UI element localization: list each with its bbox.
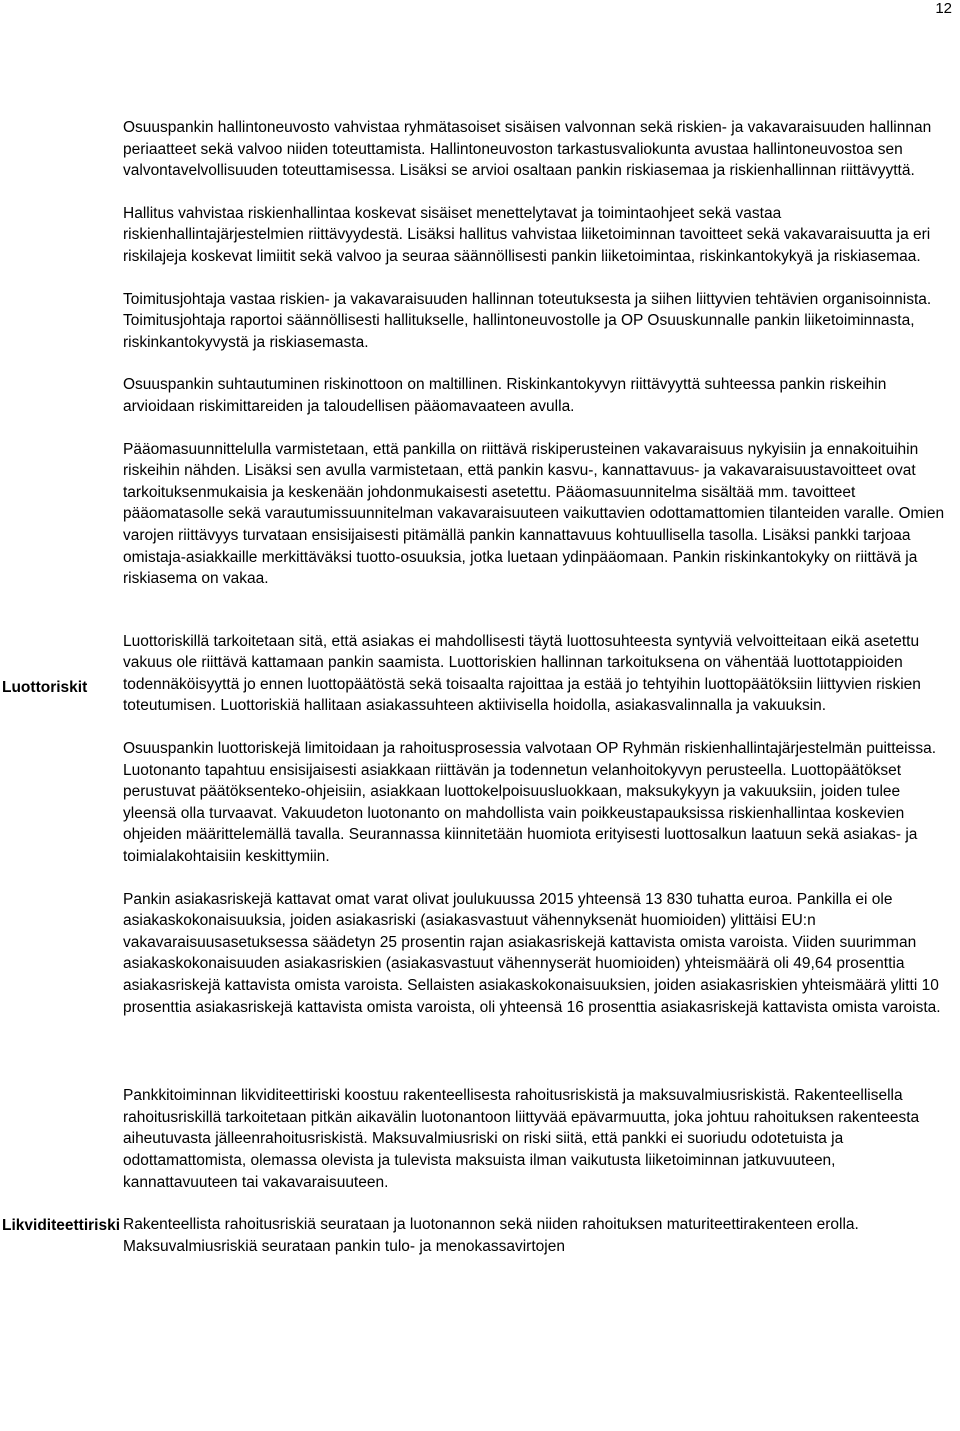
paragraph-funding-risk: Rakenteellista rahoitusriskiä seurataan ja luotonannon sekä niiden rahoituksen maturiteettirakenteen erolla. Maksuvalmiusriskiä seurataan pankin tulo- ja menokassavirtojen bbox=[123, 1216, 859, 1255]
paragraph-supervisory-board: Osuuspankin hallintoneuvosto vahvistaa ryhmätasoiset sisäisen valvonnan sekä riskien- ja vakavaraisuuden hallinnan periaatteet sekä valvoo niiden toteuttamista. Hallintoneuvoston tarkastusvaliokunta avustaa hallintoneuvostoa sen valvontavelvollisuuden toteuttamisessa. Lisäksi se arvioi osaltaan pankin riskiasemaa ja riskienhallinnan riittävyyttä. bbox=[123, 119, 932, 180]
paragraph-ceo: Toimitusjohtaja vastaa riskien- ja vakavaraisuuden hallinnan toteutuksesta ja siihen liittyvien tehtävien organisoinnista. Toimitusjohtaja raportoi säännöllisesti hallitukselle, hallintoneuvostolle ja OP Osuuskunnalle pankin liiketoiminnasta, riskinkantokyvystä ja riskiasemasta. bbox=[123, 290, 932, 351]
paragraph-risk-appetite: Osuuspankin suhtautuminen riskinottoon on maltillinen. Riskinkantokyvyn riittävyyttä suhteessa pankin riskeihin arvioidaan riskimittareiden ja taloudellisen pääomavaateen avulla. bbox=[123, 376, 887, 415]
paragraph-credit-risk-definition: Luottoriskillä tarkoitetaan sitä, että asiakas ei mahdollisesti täytä luottosuhteesta syntyviä velvoitteitaan eikä asetettu vakuus ole riittävä kattamaan pankin saamista. Luottoriskien hallinnan tarkoituksena on vähentää luottotappioiden todennäköisyyttä jo ennen luottopäätöstä sekä toisaalta rajoittaa ja estää jo tehtyihin luottopäätöksiin liittyvien riskien toteutumisen. Luottoriskiä hallitaan asiakassuhteen aktiivisella hoidolla, asiakasvalinnalla ja vakuuksin. bbox=[123, 632, 921, 715]
heading-liquidity-risk: Likviditeettiriski bbox=[2, 1217, 121, 1234]
paragraph-credit-risk-limits: Osuuspankin luottoriskejä limitoidaan ja rahoitusprosessia valvotaan OP Ryhmän riskienhallintajärjestelmän puitteissa. Luotonanto tapahtuu ensisijaisesti asiakkaan riittävän ja todennetun velanhoitokyvyn perusteella. Luottopäätökset perustuvat päätöksenteko-ohjeisiin, asiakkaan luottokelpoisuusluokkaan, maksukykyyn ja vakuuksiin, joiden tulee yleensä olla turvaavat. Vakuudeton luotonanto on mahdollista vain poikkeustapauksissa riskienhallintaa koskevien ohjeiden määrittelemällä tavalla. Seurannassa kiinnitetään huomiota erityisesti luottosalkun laatuun sekä asiakas- ja toimialakohtaisiin keskittymiin. bbox=[123, 740, 937, 866]
body-text bbox=[123, 117, 945, 1257]
paragraph-capital-planning: Pääomasuunnittelulla varmistetaan, että pankilla on riittävä riskiperusteinen vakavaraisuus nykyisiin ja ennakoituihin riskeihin nähden. Lisäksi sen avulla varmistetaan, että pankin kasvu-, kannattavuus- ja vakavaraisuustavoitteet ovat tarkoituksenmukaisia ja keskenään johdonmukaisesti asetettu. Pääomasuunnitelma sisältää mm. tavoitteet pääomatasolle sekä varautumissuunnitelman vakavaraisuuteen vaikuttavien odottamattomien tilanteiden varalle. Omien varojen riittävyys turvataan ensisijaisesti pitämällä pankin kannattavuus kohtuullisella tasolla. Lisäksi pankki tarjoaa omistaja-asiakkaille merkittäväksi tuotto-osuuksia, jotka luetaan ydinpääomaan. Pankin riskinkantokyky on riittävä ja riskiasema on vakaa. bbox=[123, 440, 945, 588]
paragraph-liquidity-risk-definition: Pankkitoiminnan likviditeettiriski koostuu rakenteellisesta rahoitusriskistä ja maksuvalmiusriskistä. Rakenteellisella rahoitusriskillä tarkoitetaan pitkän aikavälin luotonantoon liittyvää epävarmuutta, joka johtuu rahoituksen rakenteesta aiheutuvasta jälleenrahoitusriskistä. Maksuvalmiusriski on riski siitä, että pankki ei suoriudu odotetuista ja odottamattomista, olemassa olevista ja tulevista maksuista ilman vaikutusta liiketoiminnan jatkuvuuteen, kannattavuuteen tai vakavaraisuuteen. bbox=[123, 1087, 920, 1191]
page-number: 12 bbox=[935, 0, 952, 17]
heading-credit-risk: Luottoriskit bbox=[2, 679, 88, 696]
paragraph-customer-exposures: Pankin asiakasriskejä kattavat omat varat olivat joulukuussa 2015 yhteensä 13 830 tuhatta euroa. Pankilla ei ole asiakaskokonaisuuksia, joiden asiakasriski (asiakasvastuut vähennyksenät huomioiden) ylittäisi EU:n vakavaraisuusasetuksessa säädetyn 25 prosentin rajan asiakasriskejä kattavista omista varoista. Viiden suurimman asiakaskokonaisuuden asiakasriskien (asiakasvastuut vähennyserät huomioiden) yhteismäärä oli 49,64 prosenttia asiakasriskejä kattavista omista varoista. Sellaisten asiakaskokonaisuuksien, joiden asiakasriskien yhteismäärä ylitti 10 prosenttia asiakasriskejä kattavista omista varoista, oli yhteensä 16 prosenttia asiakasriskejä kattavista omista varoista. bbox=[123, 890, 941, 1016]
paragraph-board: Hallitus vahvistaa riskienhallintaa koskevat sisäiset menettelytavat ja toimintaohjeet sekä vastaa riskienhallintajärjestelmien riittävyydestä. Lisäksi hallitus vahvistaa liiketoiminnan tavoitteet sekä vakavaraisuutta ja eri riskilajeja koskevat limiitit sekä valvoo ja seuraa säännöllisesti pankin liiketoimintaa, riskinkantokykyä ja riskiasemaa. bbox=[123, 204, 931, 265]
